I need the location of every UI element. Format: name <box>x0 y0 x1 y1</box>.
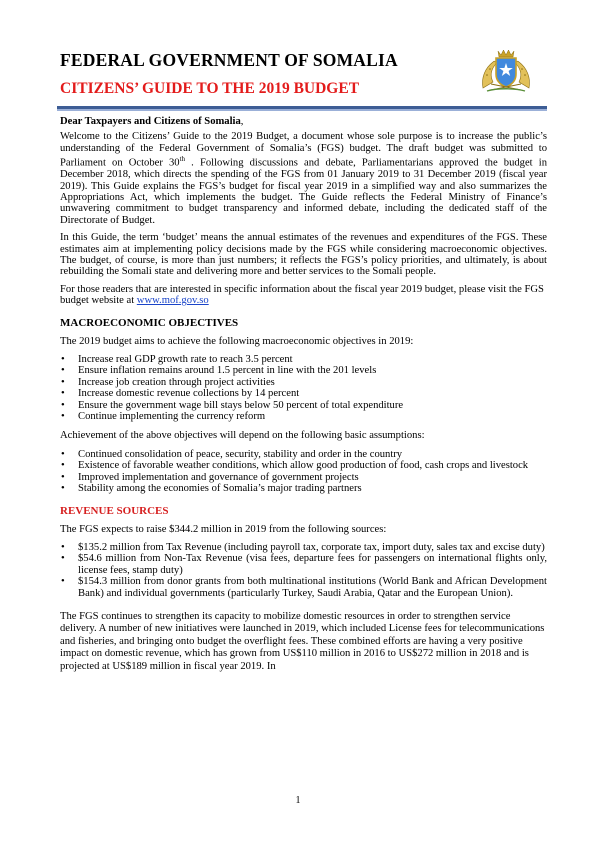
list-item <box>60 400 547 411</box>
list-item-text: Increase job creation through project activities <box>78 376 275 388</box>
list-item-text: Improved implementation and governance of government projects <box>78 471 359 483</box>
macroeconomic-lead: The 2019 budget aims to achieve the following macroeconomic objectives in 2019: <box>60 335 414 347</box>
list-item <box>60 460 547 471</box>
bullet-icon: • <box>61 411 65 423</box>
revenue-sources-list <box>60 542 547 599</box>
list-item <box>60 411 547 422</box>
page-number: 1 <box>295 795 301 806</box>
objectives-list <box>60 354 547 422</box>
list-item <box>60 483 547 494</box>
list-item-text: Existence of favorable weather conditions, which allow good production of food, cash crops and livestock <box>78 460 529 472</box>
list-item-text: $135.2 million from Tax Revenue (including payroll tax, corporate tax, import duty, sales tax and excise duty) <box>78 541 545 553</box>
list-item-text: Continued consolidation of peace, security, stability and order in the country <box>78 448 403 460</box>
salutation-paragraph <box>60 116 547 127</box>
bullet-icon: • <box>61 576 65 588</box>
header-divider <box>57 106 547 111</box>
intro-paragraph-1 <box>60 131 547 226</box>
list-item-text: Continue implementing the currency reform <box>78 411 266 423</box>
somalia-coat-of-arms-icon <box>473 48 539 94</box>
intro-paragraph-3 <box>60 284 547 307</box>
list-item <box>60 553 547 576</box>
list-item-text: $54.6 million from Non-Tax Revenue (visa fees, departure fees for passengers on international flights only, license fees, stamp duty) <box>78 553 547 576</box>
ordinal-suffix: th <box>179 155 186 164</box>
list-item <box>60 377 547 388</box>
list-item <box>60 354 547 365</box>
document-body <box>60 116 547 679</box>
bullet-icon: • <box>61 471 65 483</box>
list-item <box>60 576 547 599</box>
macroeconomic-heading: MACROECONOMIC OBJECTIVES <box>60 316 239 329</box>
revenue-lead: The FGS expects to raise $344.2 million in 2019 from the following sources: <box>60 523 387 535</box>
salutation: Dear Taxpayers and Citizens of Somalia <box>60 116 241 127</box>
bullet-icon: • <box>61 483 65 495</box>
document-header <box>60 50 540 98</box>
revenue-heading: REVENUE SOURCES <box>60 504 169 517</box>
bullet-icon: • <box>61 399 65 411</box>
bullet-icon: • <box>61 376 65 388</box>
bullet-icon: • <box>61 448 65 460</box>
list-item <box>60 388 547 399</box>
bullet-icon: • <box>61 460 65 472</box>
assumptions-lead: Achievement of the above objectives will depend on the following basic assumptions: <box>60 430 425 442</box>
intro-paragraph-1-continued: . Following discussions and debate, Parliamentarians approved the budget in December 2018, which directs the spending of the FGS from 01 January 2019 to 31 December 2019 (fiscal year 2019). This Guide explains the FGS’s budget for fiscal year 2019 in a simplified way and also summarizes the Appropriations Act, which implements the budget. The Guide reflects the Federal Ministry of Finance’s unwavering commitment to budget transparency and informed debate, including the dedicated staff of the Directorate of Budget. <box>60 157 547 226</box>
bullet-icon: • <box>61 354 65 366</box>
list-item-text: Stability among the economies of Somalia’s major trading partners <box>78 483 362 495</box>
revenue-closing-paragraph: The FGS continues to strengthen its capacity to mobilize domestic resources in order to strengthen service delivery. A number of new initiatives were launched in 2019, which included License fees for telecommunications and fisheries, and bringing onto budget the overflight fees. These combined efforts are having a very positive impact on domestic revenue, which has grown from US$110 million in 2016 to US$272 million in 2018 and is projected at US$189 million in fiscal year 2019. In <box>60 610 545 672</box>
list-item-text: $154.3 million from donor grants from both multinational institutions (World Bank and African Development Bank) and individual governments (particularly Turkey, Saudi Arabia, Qatar and the European Union). <box>78 576 547 599</box>
list-item-text: Ensure the government wage bill stays below 50 percent of total expenditure <box>78 399 404 411</box>
bullet-icon: • <box>61 365 65 377</box>
salutation-comma: , <box>240 116 244 127</box>
bullet-icon: • <box>61 553 65 565</box>
intro-paragraph-1-text: Welcome to the Citizens’ Guide to the 2019 Budget, a document whose sole purpose is to increase the public’s understanding of the Federal Government of Somalia’s (FGS) budget. The draft budget was submitted to Parliament on October 30 <box>60 131 547 169</box>
list-item <box>60 542 547 553</box>
document-title: FEDERAL GOVERNMENT OF SOMALIA <box>60 50 398 70</box>
assumptions-list <box>60 449 547 495</box>
mof-website-link[interactable]: www.mof.gov.so <box>136 295 209 307</box>
intro-paragraph-3-text: For those readers that are interested in specific information about the fiscal year 2019 budget, please visit the FGS budget website at <box>60 283 544 307</box>
intro-paragraph-2: In this Guide, the term ‘budget’ means the annual estimates of the revenues and expenditures of the FGS. These estimates aim at implementing policy decisions made by the FGS while considering macroeconomic objectives. The budget, of course, is more than just numbers; it reflects the FGS’s policy priorities, and ultimately, is about rebuilding the Somali state and delivering more and better services to the Somali people. <box>60 232 547 278</box>
list-item-text: Increase domestic revenue collections by 14 percent <box>78 388 300 400</box>
list-item <box>60 365 547 376</box>
list-item <box>60 472 547 483</box>
bullet-icon: • <box>61 388 65 400</box>
list-item-text: Increase real GDP growth rate to reach 3.5 percent <box>78 354 293 366</box>
bullet-icon: • <box>61 541 65 553</box>
list-item <box>60 449 547 460</box>
document-subtitle: CITIZENS’ GUIDE TO THE 2019 BUDGET <box>60 80 360 97</box>
list-item-text: Ensure inflation remains around 1.5 percent in line with the 201 levels <box>78 365 377 377</box>
